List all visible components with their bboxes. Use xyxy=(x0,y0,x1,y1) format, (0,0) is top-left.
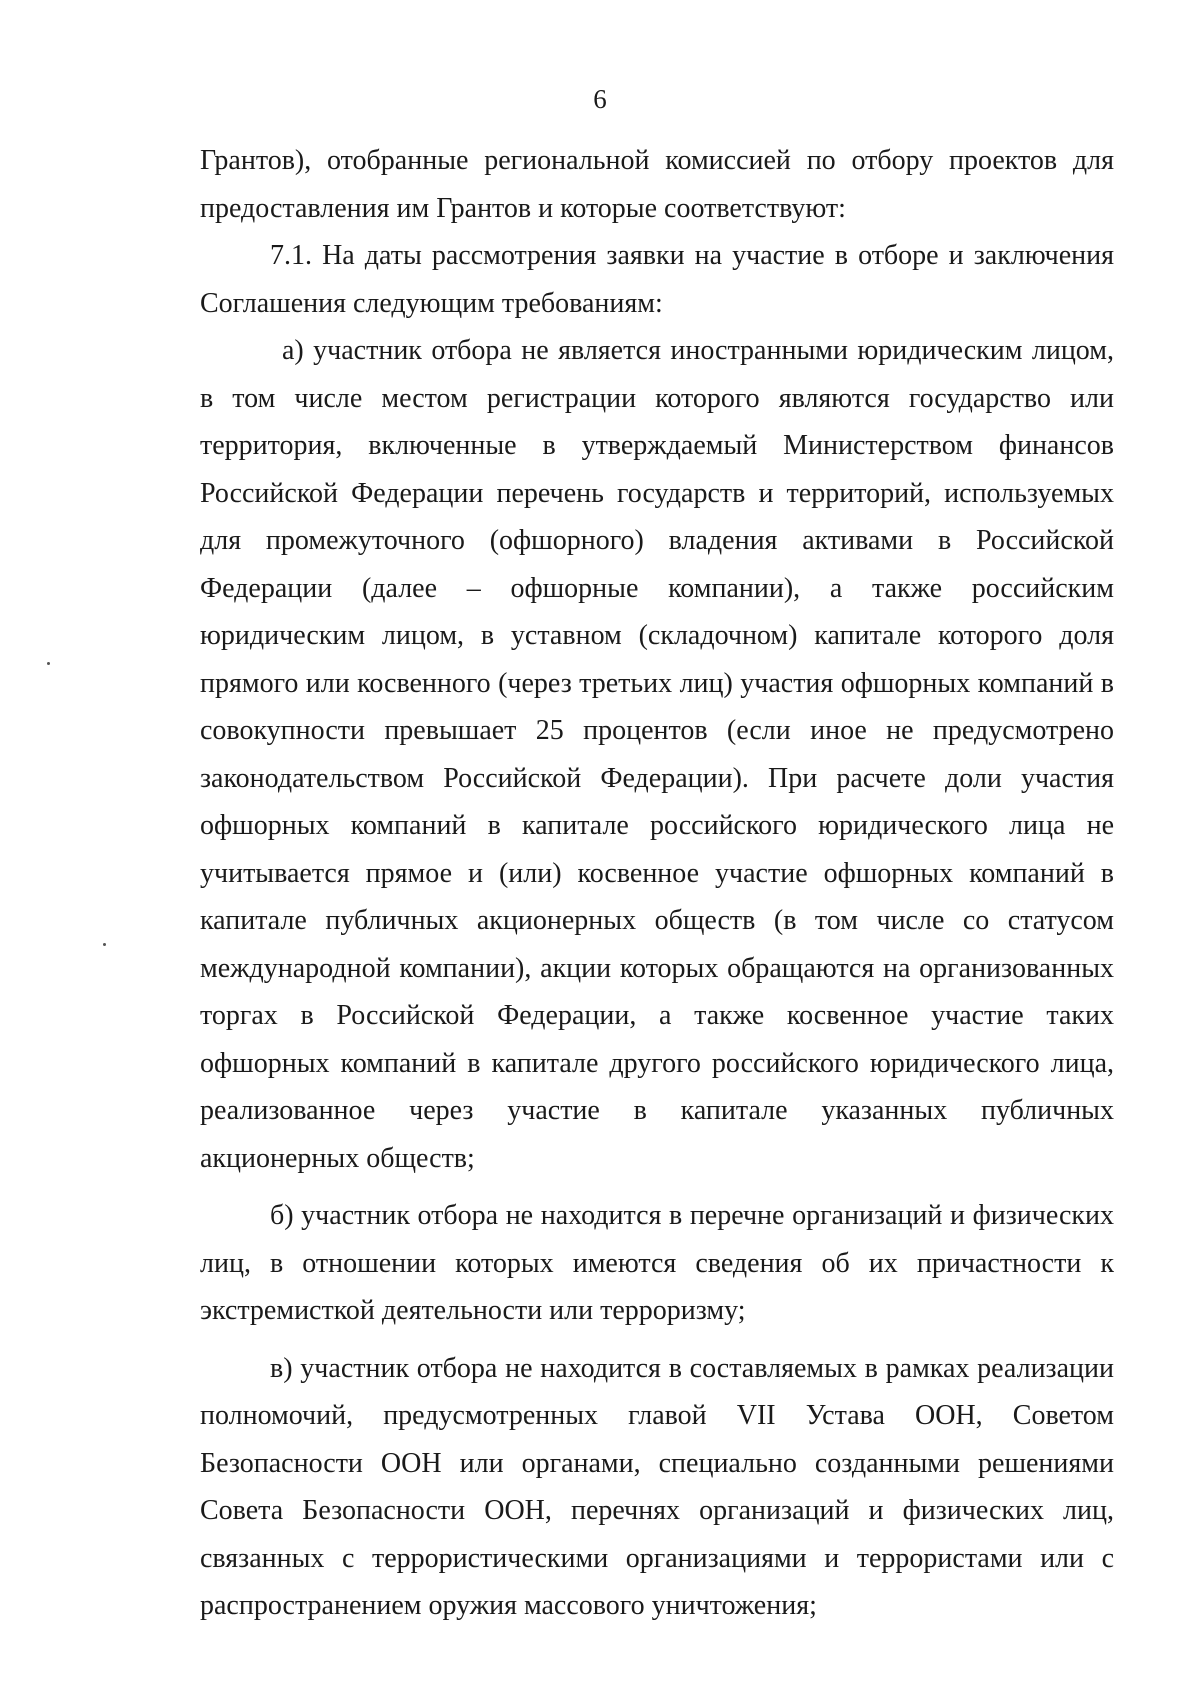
page-number: 6 xyxy=(593,84,607,114)
paragraph-item-a: а) участник отбора не является иностранными юридическим лицом, в том числе местом регистрации которого являются государство или территория, включенные в утверждаемый Министерством финансов Российской Федерации перечень государств и территорий, используемых для промежуточного (офшорного) владения активами в Российской Федерации (далее – офшорные компании), а также российским юридическим лицом, в уставном (складочном) капитале которого доля прямого или косвенного (через третьих лиц) участия офшорных компаний в совокупности превышает 25 процентов (если иное не предусмотрено законодательством Российской Федерации). При расчете доли участия офшорных компаний в капитале российского юридического лица не учитывается прямое и (или) косвенное участие офшорных компаний в капитале публичных акционерных обществ (в том числе со статусом международной компании), акции которых обращаются на организованных торгах в Российской Федерации, а также косвенное участие таких офшорных компаний в капитале другого российского юридического лица, реализованное через участие в капитале указанных публичных акционерных обществ; xyxy=(200,335,1114,1174)
paragraph-item-v: в) участник отбора не находится в составляемых в рамках реализации полномочий, предусмотренных главой VII Устава ООН, Советом Безопасности ООН или органами, специально созданными решениями Совета Безопасности ООН, перечнях организаций и физических лиц, связанных с террористическими организациями и террористами или с распространением оружия массового уничтожения; xyxy=(200,1352,1114,1621)
scan-speck xyxy=(47,662,50,665)
scan-speck xyxy=(103,943,106,946)
paragraph-item-b: б) участник отбора не находится в перечне организаций и физических лиц, в отношении которых имеются сведения об их причастности к экстремисткой деятельности или терроризму; xyxy=(200,1200,1114,1326)
document-body xyxy=(200,137,1114,1630)
paragraph-continuation: Грантов), отобранные региональной комиссией по отбору проектов для предоставления им Грантов и которые соответствуют: xyxy=(200,145,1114,224)
paragraph-7-1: 7.1. На даты рассмотрения заявки на участие в отборе и заключения Соглашения следующим требованиям: xyxy=(200,240,1114,319)
